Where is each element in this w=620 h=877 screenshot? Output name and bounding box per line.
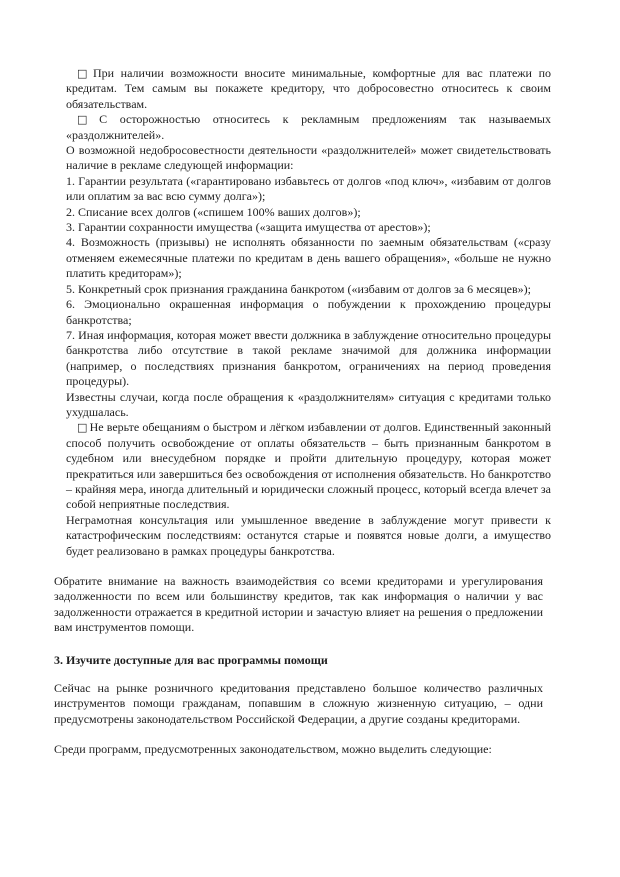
- indented-advice-block: [66, 66, 551, 559]
- bulleted-paragraph: [66, 66, 551, 112]
- paragraph-text: При наличии возможности вносите минимальные, комфортные для вас платежи по кредитам. Тем самым вы покажете кредитору, что добросовестно относитесь к своим обязательствам.: [66, 66, 551, 111]
- paragraph-text: 7. Иная информация, которая может ввести должника в заблуждение относительно процедуры банкротства либо отсутствие в такой рекламе значимой для должника информации (например, о последствиях признания банкротом, ограничениях на период проведения процедуры).: [66, 327, 551, 389]
- paragraph: [66, 282, 551, 297]
- paragraph-text: Неграмотная консультация или умышленное введение в заблуждение могут привести к катастрофическим последствиям: останутся старые и появятся новые долги, а имущество будет реализовано в рамках процедуры банкротства.: [66, 512, 551, 558]
- square-bullet-icon: □: [77, 421, 88, 435]
- square-bullet-icon: □: [77, 67, 91, 80]
- paragraph-text: Не верьте обещаниям о быстром и лёгком избавлении от долгов. Единственный законный способ получить освобождение от оплаты обязательств – быть признанным банкротом в судебном или внесудебном порядке и пройти длительную процедуру, которая может прекратиться или завершиться без освобождения от исполнения обязательств. Но банкротство – крайняя мера, иногда длительный и юридически сложный процесс, который всегда влечет за собой неприятные последствия.: [66, 420, 551, 512]
- paragraph: [66, 328, 551, 390]
- paragraph: [66, 390, 551, 421]
- paragraph: [66, 205, 551, 220]
- paragraph-text: 5. Конкретный срок признания гражданина банкротом («избавим от долгов за 6 месяцев»);: [66, 281, 531, 296]
- paragraph: [66, 220, 551, 235]
- paragraph-text: 4. Возможность (призывы) не исполнять обязанности по заемным обязательствам («сразу отменяем ежемесячные платежи по кредитам в день вашего обращения», «больше не нужно платить кредиторам»);: [66, 235, 551, 281]
- paragraph: Обратите внимание на важность взаимодействия со всеми кредиторами и урегулирования задолженности по всем или большинству кредитов, так как информация о наличии у вас задолженности отражается в кредитной истории и зачастую влияет на решения о предложении вам инструментов помощи.: [54, 574, 543, 635]
- paragraph: Сейчас на рынке розничного кредитования представлено большое количество различных инструментов помощи гражданам, попавшим в сложную жизненную ситуацию, – одни предусмотрены законодательством Российской Федерации, а другие созданы кредиторами.: [54, 681, 543, 726]
- paragraph: Среди программ, предусмотренных законодательством, можно выделить следующие:: [54, 742, 492, 757]
- paragraph-text: О возможной недобросовестности деятельности «раздолжнителей» может свидетельствовать наличие в рекламе следующей информации:: [66, 143, 551, 173]
- paragraph: [66, 235, 551, 281]
- bulleted-paragraph: [66, 420, 551, 512]
- paragraph: [66, 174, 551, 205]
- paragraph-text: Известны случаи, когда после обращения к «раздолжнителям» ситуация с кредитами только ухудшалась.: [66, 389, 551, 419]
- bulleted-paragraph: [66, 112, 551, 143]
- paragraph: [66, 513, 551, 559]
- paragraph-text: С осторожностью относитесь к рекламным предложениям так называемых «раздолжнителей».: [66, 112, 551, 142]
- paragraph-text: 6. Эмоционально окрашенная информация о побуждении к прохождению процедуры банкротства;: [66, 297, 551, 327]
- paragraph-text: 3. Гарантии сохранности имущества («защита имущества от арестов»);: [66, 220, 431, 235]
- paragraph: [66, 143, 551, 174]
- paragraph-text: 1. Гарантии результата («гарантировано избавьтесь от долгов «под ключ», «избавим от долгов или оплатим за вас всю сумму долга»);: [66, 173, 551, 204]
- paragraph: [66, 297, 551, 328]
- closing-section: [54, 574, 543, 758]
- document-body: [54, 66, 551, 758]
- square-bullet-icon: □: [77, 113, 98, 127]
- paragraph-text: 2. Списание всех долгов («спишем 100% ваших долгов»);: [66, 204, 361, 219]
- section-heading: 3. Изучите доступные для вас программы помощи: [54, 652, 328, 667]
